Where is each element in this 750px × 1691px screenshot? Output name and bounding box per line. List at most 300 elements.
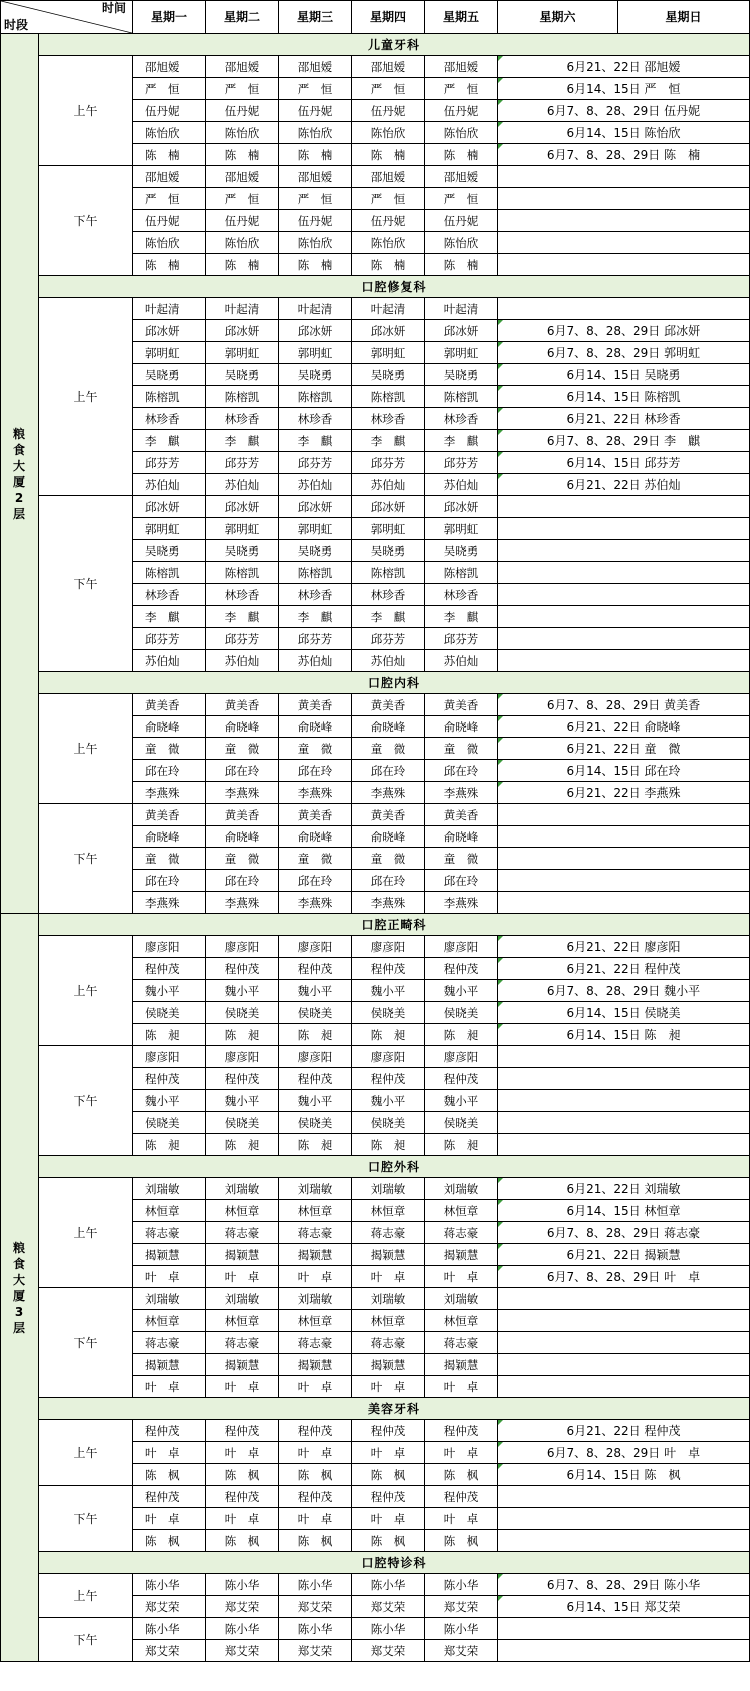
- doctor-name-cell: 陈榕凯: [279, 386, 352, 408]
- doctor-name-cell: 程仲茂: [279, 958, 352, 980]
- schedule-row: [1, 1288, 750, 1310]
- doctor-name-cell: 邱冰妍: [279, 320, 352, 342]
- doctor-name-cell: 陈 楠: [425, 254, 498, 276]
- empty-weekend-cell: [498, 628, 750, 650]
- doctor-name-cell: 陈小华: [206, 1574, 279, 1596]
- schedule-row: [1, 1486, 750, 1508]
- doctor-name-cell: 林恒章: [352, 1310, 425, 1332]
- weekend-schedule-cell: 6月14、15日 邱在玲: [498, 760, 750, 782]
- doctor-name-cell: 廖彦阳: [206, 1046, 279, 1068]
- doctor-name-cell: 李 麒: [352, 606, 425, 628]
- doctor-name-cell: 叶 卓: [352, 1266, 425, 1288]
- doctor-name-cell: 郭明虹: [352, 342, 425, 364]
- weekend-schedule-cell: 6月14、15日 陈 昶: [498, 1024, 750, 1046]
- doctor-name-cell: 李燕殊: [352, 782, 425, 804]
- doctor-name-cell: 陈 昶: [425, 1134, 498, 1156]
- doctor-name-cell: 魏小平: [352, 1090, 425, 1112]
- empty-weekend-cell: [498, 1354, 750, 1376]
- empty-weekend-cell: [498, 1046, 750, 1068]
- doctor-name-cell: 陈怡欣: [133, 232, 206, 254]
- doctor-name-cell: 伍丹妮: [133, 100, 206, 122]
- day-header-fri: 星期五: [425, 1, 498, 34]
- doctor-name-cell: 陈榕凯: [425, 562, 498, 584]
- doctor-name-cell: 郑艾荣: [352, 1596, 425, 1618]
- doctor-name-cell: 陈榕凯: [352, 562, 425, 584]
- doctor-name-cell: 林珍香: [425, 408, 498, 430]
- doctor-name-cell: 李 麒: [206, 430, 279, 452]
- doctor-name-cell: 叶 卓: [206, 1442, 279, 1464]
- department-title: 口腔正畸科: [39, 914, 750, 936]
- doctor-name-cell: 蒋志豪: [279, 1222, 352, 1244]
- doctor-name-cell: 蒋志豪: [206, 1332, 279, 1354]
- doctor-name-cell: 揭颖慧: [279, 1244, 352, 1266]
- doctor-name-cell: 林珍香: [206, 584, 279, 606]
- doctor-name-cell: 陈 枫: [425, 1464, 498, 1486]
- doctor-name-cell: 邱在玲: [352, 760, 425, 782]
- doctor-name-cell: 陈 枫: [279, 1530, 352, 1552]
- department-row: [1, 914, 750, 936]
- weekend-schedule-cell: 6月14、15日 林恒章: [498, 1200, 750, 1222]
- building-char: 2: [14, 490, 25, 505]
- period-cell: 上午: [39, 1574, 133, 1618]
- weekend-schedule-cell: 6月7、8、28、29日 李 麒: [498, 430, 750, 452]
- doctor-name-cell: 陈 昶: [279, 1024, 352, 1046]
- schedule-row: [1, 496, 750, 518]
- empty-weekend-cell: [498, 1068, 750, 1090]
- doctor-name-cell: 蒋志豪: [352, 1222, 425, 1244]
- doctor-name-cell: 李燕殊: [206, 892, 279, 914]
- doctor-name-cell: 陈怡欣: [425, 122, 498, 144]
- empty-weekend-cell: [498, 540, 750, 562]
- doctor-name-cell: 李燕殊: [133, 892, 206, 914]
- doctor-name-cell: 刘瑞敏: [352, 1288, 425, 1310]
- doctor-name-cell: 程仲茂: [425, 1420, 498, 1442]
- doctor-name-cell: 林恒章: [133, 1200, 206, 1222]
- doctor-name-cell: 魏小平: [133, 1090, 206, 1112]
- doctor-name-cell: 陈怡欣: [425, 232, 498, 254]
- doctor-name-cell: 邱在玲: [279, 760, 352, 782]
- doctor-name-cell: 陈 楠: [206, 254, 279, 276]
- doctor-name-cell: 李 麒: [279, 430, 352, 452]
- doctor-name-cell: 揭颖慧: [279, 1354, 352, 1376]
- doctor-name-cell: 叶 卓: [206, 1508, 279, 1530]
- weekend-schedule-cell: 6月21、22日 童 微: [498, 738, 750, 760]
- period-cell: 上午: [39, 56, 133, 166]
- building-char: 厦: [12, 1288, 26, 1303]
- schedule-row: [1, 936, 750, 958]
- doctor-name-cell: 郭明虹: [133, 342, 206, 364]
- empty-weekend-cell: [498, 210, 750, 232]
- empty-weekend-cell: [498, 1376, 750, 1398]
- doctor-name-cell: 刘瑞敏: [425, 1288, 498, 1310]
- doctor-name-cell: 严 恒: [425, 78, 498, 100]
- period-label: 时段: [4, 18, 29, 32]
- doctor-name-cell: 叶 卓: [133, 1266, 206, 1288]
- doctor-name-cell: 叶 卓: [279, 1508, 352, 1530]
- doctor-name-cell: 揭颖慧: [425, 1244, 498, 1266]
- doctor-name-cell: 程仲茂: [206, 958, 279, 980]
- doctor-name-cell: 陈 枫: [206, 1464, 279, 1486]
- doctor-name-cell: 陈怡欣: [133, 122, 206, 144]
- doctor-name-cell: 严 恒: [133, 78, 206, 100]
- doctor-name-cell: 廖彦阳: [425, 936, 498, 958]
- doctor-name-cell: 侯晓美: [133, 1112, 206, 1134]
- schedule-row: [1, 1178, 750, 1200]
- header-row: [1, 1, 750, 34]
- doctor-name-cell: 林恒章: [206, 1310, 279, 1332]
- doctor-name-cell: 吴晓勇: [352, 540, 425, 562]
- doctor-name-cell: 揭颖慧: [133, 1354, 206, 1376]
- doctor-name-cell: 叶 卓: [279, 1266, 352, 1288]
- empty-weekend-cell: [498, 1288, 750, 1310]
- doctor-name-cell: 邱芬芳: [425, 628, 498, 650]
- doctor-name-cell: 邱冰妍: [206, 320, 279, 342]
- doctor-name-cell: 严 恒: [279, 188, 352, 210]
- doctor-name-cell: 蒋志豪: [133, 1332, 206, 1354]
- doctor-name-cell: 童 微: [352, 848, 425, 870]
- doctor-name-cell: 邱芬芳: [206, 628, 279, 650]
- doctor-name-cell: 陈 昶: [133, 1024, 206, 1046]
- doctor-name-cell: 邱芬芳: [425, 452, 498, 474]
- doctor-name-cell: 郭明虹: [206, 518, 279, 540]
- doctor-name-cell: 邱冰妍: [133, 496, 206, 518]
- doctor-name-cell: 黄美香: [206, 694, 279, 716]
- period-cell: 上午: [39, 694, 133, 804]
- doctor-name-cell: 廖彦阳: [206, 936, 279, 958]
- doctor-name-cell: 吴晓勇: [425, 540, 498, 562]
- doctor-name-cell: 童 微: [279, 848, 352, 870]
- doctor-name-cell: 程仲茂: [133, 1486, 206, 1508]
- doctor-name-cell: 叶 卓: [279, 1442, 352, 1464]
- doctor-name-cell: 严 恒: [352, 188, 425, 210]
- schedule-row: [1, 1420, 750, 1442]
- doctor-name-cell: 邱芬芳: [206, 452, 279, 474]
- doctor-name-cell: 林珍香: [133, 584, 206, 606]
- doctor-name-cell: 陈小华: [279, 1574, 352, 1596]
- building-char: 粮: [12, 1240, 26, 1255]
- weekend-schedule-cell: 6月21、22日 程仲茂: [498, 958, 750, 980]
- doctor-name-cell: 陈怡欣: [206, 122, 279, 144]
- doctor-name-cell: 俞晓峰: [206, 716, 279, 738]
- doctor-name-cell: 苏伯灿: [279, 474, 352, 496]
- doctor-name-cell: 陈 枫: [425, 1530, 498, 1552]
- building-char: 层: [12, 506, 26, 521]
- doctor-name-cell: 郑艾荣: [206, 1596, 279, 1618]
- doctor-name-cell: 苏伯灿: [133, 474, 206, 496]
- doctor-name-cell: 苏伯灿: [425, 650, 498, 672]
- doctor-name-cell: 邵旭嫒: [425, 166, 498, 188]
- doctor-name-cell: 童 微: [425, 738, 498, 760]
- doctor-name-cell: 李 麒: [206, 606, 279, 628]
- doctor-name-cell: 黄美香: [352, 804, 425, 826]
- doctor-name-cell: 叶 卓: [425, 1376, 498, 1398]
- doctor-name-cell: 林珍香: [279, 584, 352, 606]
- doctor-name-cell: 廖彦阳: [133, 936, 206, 958]
- empty-weekend-cell: [498, 518, 750, 540]
- doctor-name-cell: 俞晓峰: [352, 716, 425, 738]
- doctor-name-cell: 陈榕凯: [206, 562, 279, 584]
- doctor-name-cell: 邱在玲: [425, 760, 498, 782]
- doctor-name-cell: 黄美香: [279, 694, 352, 716]
- doctor-name-cell: 侯晓美: [425, 1002, 498, 1024]
- doctor-name-cell: 郑艾荣: [133, 1640, 206, 1662]
- doctor-name-cell: 黄美香: [352, 694, 425, 716]
- doctor-name-cell: 揭颖慧: [425, 1354, 498, 1376]
- building-char: 厦: [12, 474, 26, 489]
- doctor-name-cell: 郭明虹: [425, 518, 498, 540]
- doctor-name-cell: 叶 卓: [352, 1442, 425, 1464]
- building-char: 层: [12, 1320, 26, 1335]
- doctor-name-cell: 邵旭嫒: [279, 56, 352, 78]
- weekend-schedule-cell: 6月14、15日 陈 枫: [498, 1464, 750, 1486]
- period-cell: 下午: [39, 1486, 133, 1552]
- doctor-name-cell: 叶起清: [352, 298, 425, 320]
- doctor-name-cell: 邱在玲: [133, 870, 206, 892]
- doctor-name-cell: 严 恒: [133, 188, 206, 210]
- doctor-name-cell: 邱在玲: [206, 870, 279, 892]
- empty-weekend-cell: [498, 166, 750, 188]
- empty-weekend-cell: [498, 650, 750, 672]
- empty-weekend-cell: [498, 1618, 750, 1640]
- doctor-name-cell: 伍丹妮: [206, 210, 279, 232]
- weekend-schedule-cell: 6月21、22日 揭颖慧: [498, 1244, 750, 1266]
- doctor-name-cell: 刘瑞敏: [352, 1178, 425, 1200]
- doctor-name-cell: 邱在玲: [206, 760, 279, 782]
- period-cell: 上午: [39, 1420, 133, 1486]
- doctor-name-cell: 叶 卓: [279, 1376, 352, 1398]
- empty-weekend-cell: [498, 606, 750, 628]
- doctor-name-cell: 魏小平: [206, 1090, 279, 1112]
- empty-weekend-cell: [498, 584, 750, 606]
- doctor-name-cell: 叶起清: [206, 298, 279, 320]
- building-char: 大: [12, 458, 26, 473]
- doctor-name-cell: 刘瑞敏: [425, 1178, 498, 1200]
- doctor-name-cell: 陈 昶: [206, 1024, 279, 1046]
- doctor-name-cell: 童 微: [425, 848, 498, 870]
- doctor-name-cell: 童 微: [279, 738, 352, 760]
- doctor-name-cell: 林珍香: [133, 408, 206, 430]
- doctor-name-cell: 邵旭嫒: [133, 56, 206, 78]
- doctor-name-cell: 陈 楠: [206, 144, 279, 166]
- doctor-name-cell: 陈 枫: [206, 1530, 279, 1552]
- doctor-name-cell: 林恒章: [206, 1200, 279, 1222]
- doctor-name-cell: 苏伯灿: [279, 650, 352, 672]
- doctor-name-cell: 黄美香: [206, 804, 279, 826]
- doctor-name-cell: 伍丹妮: [279, 100, 352, 122]
- empty-weekend-cell: [498, 1530, 750, 1552]
- doctor-name-cell: 陈小华: [352, 1618, 425, 1640]
- doctor-name-cell: 陈 楠: [133, 254, 206, 276]
- doctor-name-cell: 吴晓勇: [352, 364, 425, 386]
- doctor-name-cell: 刘瑞敏: [279, 1178, 352, 1200]
- weekend-schedule-cell: 6月7、8、28、29日 蒋志豪: [498, 1222, 750, 1244]
- doctor-name-cell: 邱在玲: [133, 760, 206, 782]
- weekend-schedule-cell: 6月14、15日 吴晓勇: [498, 364, 750, 386]
- weekend-schedule-cell: 6月21、22日 林珍香: [498, 408, 750, 430]
- doctor-name-cell: 侯晓美: [425, 1112, 498, 1134]
- doctor-name-cell: 刘瑞敏: [133, 1178, 206, 1200]
- doctor-name-cell: 苏伯灿: [425, 474, 498, 496]
- doctor-name-cell: 邱冰妍: [206, 496, 279, 518]
- doctor-name-cell: 林恒章: [279, 1200, 352, 1222]
- doctor-name-cell: 邵旭嫒: [352, 166, 425, 188]
- doctor-name-cell: 陈榕凯: [279, 562, 352, 584]
- doctor-name-cell: 严 恒: [206, 188, 279, 210]
- empty-weekend-cell: [498, 1332, 750, 1354]
- weekend-schedule-cell: 6月7、8、28、29日 陈小华: [498, 1574, 750, 1596]
- doctor-name-cell: 童 微: [206, 738, 279, 760]
- doctor-name-cell: 侯晓美: [206, 1002, 279, 1024]
- doctor-name-cell: 陈 枫: [133, 1530, 206, 1552]
- department-title: 儿童牙科: [39, 34, 750, 56]
- doctor-name-cell: 伍丹妮: [425, 100, 498, 122]
- doctor-name-cell: 程仲茂: [352, 1420, 425, 1442]
- doctor-name-cell: 蒋志豪: [133, 1222, 206, 1244]
- doctor-name-cell: 叶 卓: [425, 1442, 498, 1464]
- doctor-name-cell: 廖彦阳: [279, 1046, 352, 1068]
- doctor-name-cell: 陈 枫: [352, 1530, 425, 1552]
- doctor-name-cell: 陈怡欣: [352, 232, 425, 254]
- doctor-name-cell: 伍丹妮: [352, 210, 425, 232]
- doctor-name-cell: 伍丹妮: [425, 210, 498, 232]
- doctor-name-cell: 叶 卓: [425, 1508, 498, 1530]
- doctor-name-cell: 童 微: [133, 848, 206, 870]
- weekend-schedule-cell: 6月14、15日 陈榕凯: [498, 386, 750, 408]
- doctor-name-cell: 陈 楠: [279, 144, 352, 166]
- doctor-name-cell: 陈小华: [352, 1574, 425, 1596]
- doctor-name-cell: 黄美香: [279, 804, 352, 826]
- doctor-name-cell: 陈 昶: [425, 1024, 498, 1046]
- doctor-name-cell: 邱冰妍: [133, 320, 206, 342]
- day-header-tue: 星期二: [206, 1, 279, 34]
- doctor-name-cell: 邵旭嫒: [279, 166, 352, 188]
- empty-weekend-cell: [498, 1112, 750, 1134]
- doctor-name-cell: 童 微: [133, 738, 206, 760]
- doctor-name-cell: 郑艾荣: [425, 1596, 498, 1618]
- doctor-name-cell: 郭明虹: [206, 342, 279, 364]
- empty-weekend-cell: [498, 254, 750, 276]
- weekend-schedule-cell: 6月21、22日 邵旭嫒: [498, 56, 750, 78]
- department-title: 口腔内科: [39, 672, 750, 694]
- doctor-name-cell: 揭颖慧: [352, 1244, 425, 1266]
- weekend-schedule-cell: 6月14、15日 侯晓美: [498, 1002, 750, 1024]
- doctor-name-cell: 蒋志豪: [425, 1222, 498, 1244]
- doctor-name-cell: 邱芬芳: [133, 452, 206, 474]
- doctor-name-cell: 程仲茂: [425, 958, 498, 980]
- empty-weekend-cell: [498, 1508, 750, 1530]
- doctor-name-cell: 吴晓勇: [279, 540, 352, 562]
- empty-weekend-cell: [498, 870, 750, 892]
- doctor-name-cell: 苏伯灿: [133, 650, 206, 672]
- period-cell: 下午: [39, 804, 133, 914]
- doctor-name-cell: 陈怡欣: [206, 232, 279, 254]
- doctor-name-cell: 刘瑞敏: [206, 1288, 279, 1310]
- period-cell: 下午: [39, 1618, 133, 1662]
- doctor-name-cell: 陈 楠: [352, 144, 425, 166]
- doctor-name-cell: 俞晓峰: [206, 826, 279, 848]
- doctor-name-cell: 廖彦阳: [352, 1046, 425, 1068]
- doctor-name-cell: 苏伯灿: [352, 650, 425, 672]
- doctor-name-cell: 叶 卓: [133, 1508, 206, 1530]
- doctor-name-cell: 陈小华: [206, 1618, 279, 1640]
- department-row: [1, 34, 750, 56]
- doctor-name-cell: 俞晓峰: [279, 826, 352, 848]
- empty-weekend-cell: [498, 1486, 750, 1508]
- doctor-name-cell: 廖彦阳: [279, 936, 352, 958]
- doctor-name-cell: 陈 楠: [279, 254, 352, 276]
- doctor-name-cell: 郑艾荣: [425, 1640, 498, 1662]
- doctor-name-cell: 程仲茂: [352, 958, 425, 980]
- doctor-name-cell: 邵旭嫒: [133, 166, 206, 188]
- doctor-name-cell: 李燕殊: [425, 892, 498, 914]
- weekend-schedule-cell: 6月7、8、28、29日 陈 楠: [498, 144, 750, 166]
- doctor-name-cell: 程仲茂: [352, 1068, 425, 1090]
- doctor-name-cell: 伍丹妮: [279, 210, 352, 232]
- schedule-row: [1, 1618, 750, 1640]
- doctor-name-cell: 程仲茂: [279, 1420, 352, 1442]
- doctor-name-cell: 陈怡欣: [279, 122, 352, 144]
- doctor-name-cell: 伍丹妮: [133, 210, 206, 232]
- weekend-schedule-cell: 6月21、22日 李燕殊: [498, 782, 750, 804]
- doctor-name-cell: 侯晓美: [352, 1112, 425, 1134]
- doctor-name-cell: 郭明虹: [133, 518, 206, 540]
- doctor-name-cell: 伍丹妮: [206, 100, 279, 122]
- doctor-name-cell: 廖彦阳: [352, 936, 425, 958]
- doctor-name-cell: 程仲茂: [133, 1420, 206, 1442]
- doctor-name-cell: 魏小平: [133, 980, 206, 1002]
- doctor-name-cell: 邱在玲: [425, 870, 498, 892]
- weekend-schedule-cell: 6月21、22日 俞晓峰: [498, 716, 750, 738]
- doctor-name-cell: 侯晓美: [279, 1112, 352, 1134]
- doctor-name-cell: 魏小平: [425, 1090, 498, 1112]
- doctor-name-cell: 俞晓峰: [279, 716, 352, 738]
- schedule-row: [1, 1046, 750, 1068]
- weekend-schedule-cell: 6月7、8、28、29日 邱冰妍: [498, 320, 750, 342]
- department-title: 美容牙科: [39, 1398, 750, 1420]
- day-header-thu: 星期四: [352, 1, 425, 34]
- doctor-name-cell: 陈 昶: [133, 1134, 206, 1156]
- doctor-name-cell: 郑艾荣: [279, 1640, 352, 1662]
- empty-weekend-cell: [498, 1090, 750, 1112]
- doctor-name-cell: 侯晓美: [352, 1002, 425, 1024]
- period-cell: 下午: [39, 1288, 133, 1398]
- doctor-name-cell: 俞晓峰: [133, 826, 206, 848]
- weekend-schedule-cell: 6月7、8、28、29日 黄美香: [498, 694, 750, 716]
- header-corner: [1, 1, 133, 34]
- doctor-name-cell: 陈小华: [425, 1618, 498, 1640]
- doctor-name-cell: 陈 枫: [279, 1464, 352, 1486]
- doctor-name-cell: 侯晓美: [279, 1002, 352, 1024]
- doctor-name-cell: 吴晓勇: [279, 364, 352, 386]
- weekend-schedule-cell: 6月7、8、28、29日 叶 卓: [498, 1442, 750, 1464]
- doctor-name-cell: 郭明虹: [425, 342, 498, 364]
- empty-weekend-cell: [498, 496, 750, 518]
- period-cell: 上午: [39, 298, 133, 496]
- doctor-name-cell: 刘瑞敏: [206, 1178, 279, 1200]
- doctor-name-cell: 揭颖慧: [133, 1244, 206, 1266]
- doctor-name-cell: 廖彦阳: [425, 1046, 498, 1068]
- doctor-name-cell: 叶 卓: [206, 1376, 279, 1398]
- doctor-name-cell: 程仲茂: [206, 1420, 279, 1442]
- building-label: [1, 914, 39, 1662]
- doctor-name-cell: 程仲茂: [425, 1486, 498, 1508]
- doctor-name-cell: 苏伯灿: [206, 650, 279, 672]
- doctor-name-cell: 叶 卓: [352, 1376, 425, 1398]
- department-row: [1, 1398, 750, 1420]
- schedule-row: [1, 166, 750, 188]
- doctor-name-cell: 叶 卓: [425, 1266, 498, 1288]
- doctor-name-cell: 郑艾荣: [206, 1640, 279, 1662]
